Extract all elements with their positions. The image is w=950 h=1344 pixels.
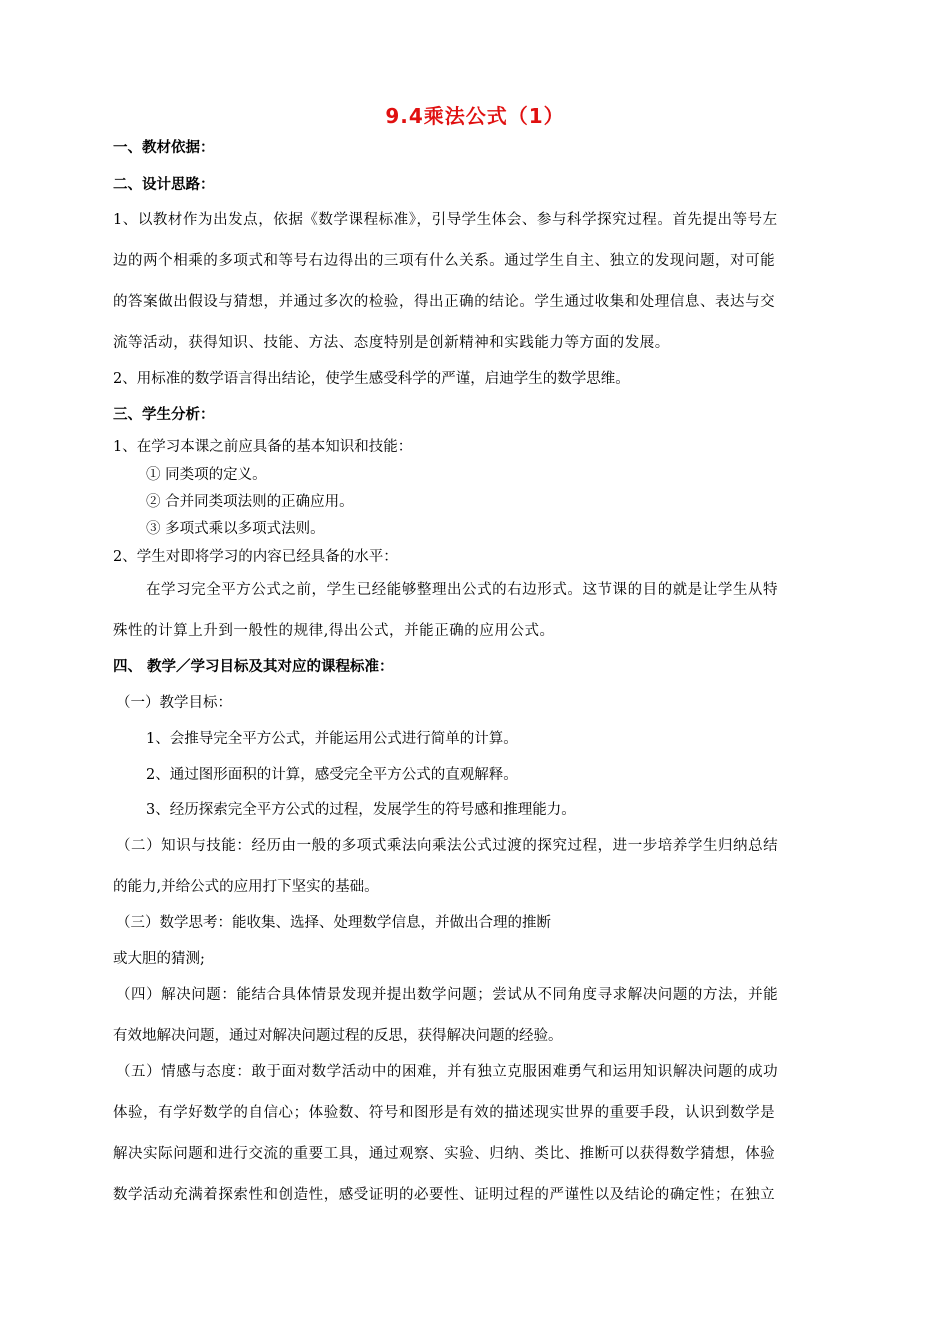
paragraph-line: 2、学生对即将学习的内容已经具备的水平： [113, 549, 398, 565]
paragraph-line: 2、用标准的数学语言得出结论，使学生感受科学的严谨，启迪学生的数学思维。 [113, 371, 630, 387]
section-heading: 二、设计思路： [113, 177, 215, 193]
paragraph-line: 体验，有学好数学的自信心；体验数、符号和图形是有效的描述现实世界的重要手段，认识到数学是 [113, 1105, 776, 1121]
paragraph-line: 有效地解决问题，通过对解决问题过程的反思，获得解决问题的经验。 [113, 1028, 563, 1044]
paragraph-line: 的能力,并给公式的应用打下坚实的基础。 [113, 879, 379, 895]
list-item: 2、通过图形面积的计算，感受完全平方公式的直观解释。 [146, 767, 518, 783]
paragraph-line: 1、在学习本课之前应具备的基本知识和技能： [113, 439, 413, 455]
paragraph-line: 在学习完全平方公式之前，学生已经能够整理出公式的右边形式。这节课的目的就是让学生从特 [146, 582, 779, 598]
paragraph-line: 解决实际问题和进行交流的重要工具，通过观察、实验、归纳、类比、推断可以获得数学猜想，体验 [113, 1146, 776, 1162]
list-item: 1、会推导完全平方公式，并能运用公式进行简单的计算。 [146, 731, 518, 747]
document-title: 9.4乘法公式（1） [385, 104, 565, 128]
paragraph-line: （二）知识与技能：经历由一般的多项式乘法向乘法公式过渡的探究过程，进一步培养学生归纳总结 [116, 838, 779, 854]
paragraph-line: 或大胆的猜测; [113, 951, 205, 967]
subsection-heading: （一）教学目标： [116, 695, 232, 711]
paragraph-line: （四）解决问题：能结合具体情景发现并提出数学问题；尝试从不同角度寻求解决问题的方法，并能 [116, 987, 779, 1003]
list-item: ① 同类项的定义。 [146, 467, 267, 483]
paragraph-line: 数学活动充满着探索性和创造性，感受证明的必要性、证明过程的严谨性以及结论的确定性；在独立 [113, 1187, 776, 1203]
paragraph-line: 殊性的计算上升到一般性的规律,得出公式，并能正确的应用公式。 [113, 623, 555, 639]
section-heading: 四、 教学／学习目标及其对应的课程标准： [113, 659, 394, 675]
paragraph-line: 流等活动，获得知识、技能、方法、态度特别是创新精神和实践能力等方面的发展。 [113, 335, 670, 351]
list-item: ③ 多项式乘以多项式法则。 [146, 521, 325, 537]
paragraph-line: （五）情感与态度：敢于面对数学活动中的困难，并有独立克服困难勇气和运用知识解决问题的成功 [116, 1064, 779, 1080]
section-heading: 一、教材依据： [113, 140, 215, 156]
paragraph-line: 的答案做出假设与猜想，并通过多次的检验，得出正确的结论。学生通过收集和处理信息、表达与交 [113, 294, 776, 310]
paragraph-line: 1、以教材作为出发点，依据《数学课程标准》，引导学生体会、参与科学探究过程。首先提出等号左 [113, 212, 778, 228]
list-item: 3、经历探索完全平方公式的过程，发展学生的符号感和推理能力。 [146, 802, 576, 818]
paragraph-line: （三）数学思考：能收集、选择、处理数学信息，并做出合理的推断 [116, 915, 551, 931]
paragraph-line: 边的两个相乘的多项式和等号右边得出的三项有什么关系。通过学生自主、独立的发现问题，对可能 [113, 253, 776, 269]
section-heading: 三、学生分析： [113, 407, 215, 423]
list-item: ② 合并同类项法则的正确应用。 [146, 494, 354, 510]
